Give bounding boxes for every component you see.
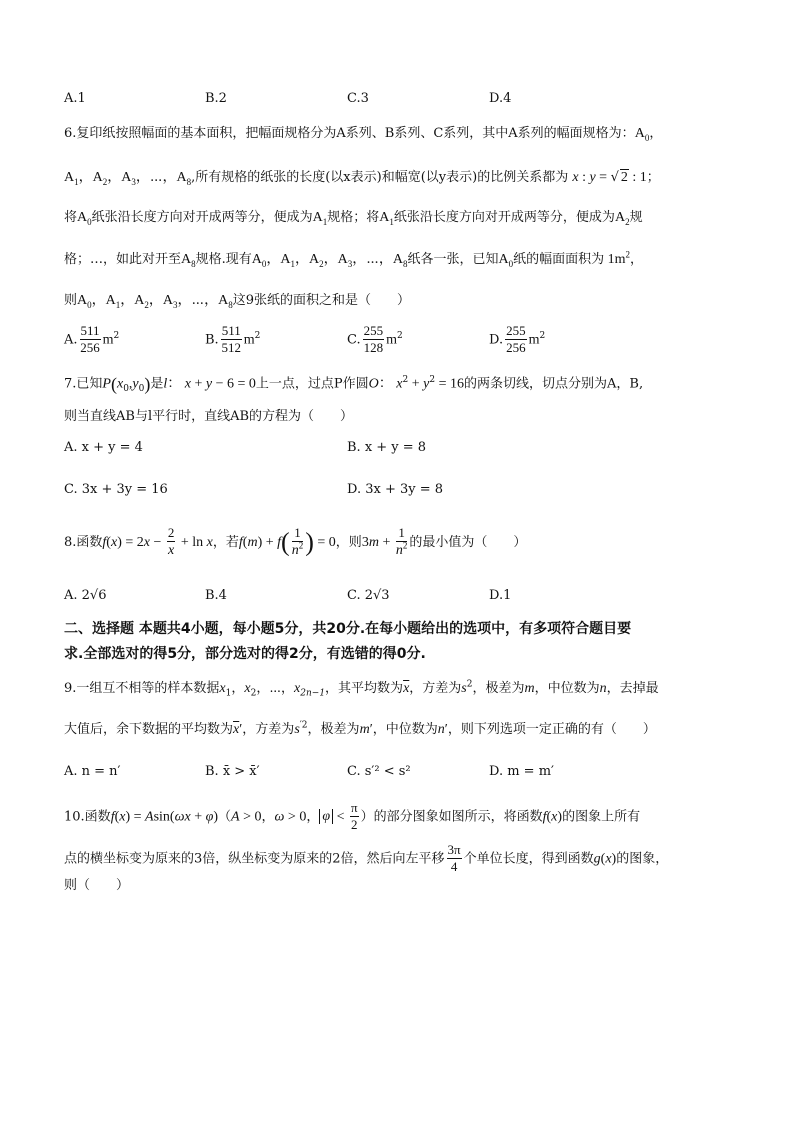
q6-line-1: 6.复印纸按照幅面的基本面积，把幅面规格分为A系列、B系列、C系列，其中A系列的幅面规格为：$A_0$， xyxy=(64,126,663,143)
q7-option-c: C. 3x + 3y = 16 xyxy=(64,482,168,497)
q9-line-1: 9.一组互不相等的样本数据$x_1$，$x_2$，⋯，$x_{2n-1}$，其平均数为$\overline{x}$，方差为$s^2$，极差为m，中位数为n，去掉最 xyxy=(64,679,659,699)
q5-option-c: C.3 xyxy=(347,91,369,106)
section-2-heading-line-1: 二、选择题 本题共4小题，每小题5分，共20分.在每小题给出的选项中，有多项符合题目要 xyxy=(64,621,632,637)
q6-line-4: 格；…，如此对开至$A_8$规格.现有$A_0$，$A_1$，$A_2$，$A_3$，⋯，$A_8$纸各一张，已知$A_0$纸的幅面面积为 $1m^2$， xyxy=(64,249,644,269)
q6-line-2: $A_1$，$A_2$，$A_3$，⋯，$A_8$,所有规格的纸张的长度(以x表示)和幅宽(以y表示)的比例关系都为 x : y = √ 2 : 1； xyxy=(64,170,660,187)
q6-option-d: D. $\frac{255}{256}$ $m^2$ xyxy=(489,323,546,356)
q6-option-a: A. $\frac{511}{256}$ $m^2$ xyxy=(64,323,120,356)
q6-line-5: 则$A_0$，$A_1$，$A_2$，$A_3$，⋯，$A_8$这9张纸的面积之和是（ ） xyxy=(64,293,411,310)
q9-option-d: D. m = m′ xyxy=(489,764,554,779)
q5-option-d: D.4 xyxy=(489,91,512,106)
q9-option-b: B. x̄ > x̄′ xyxy=(205,764,260,779)
q10-line-1: 10.函数f(x) = Asin(ωx + φ)（A > 0，ω > 0， φ < $\frac{\pi}{2}$ ）的部分图象如图所示，将函数f(x)的图象上所有 xyxy=(64,800,641,833)
q8-option-d: D.1 xyxy=(489,588,512,603)
q7-option-a: A. x + y = 4 xyxy=(64,440,143,455)
q8-option-c: C. 2√3 xyxy=(347,588,390,603)
q9-option-a: A. n = n′ xyxy=(64,764,121,779)
q7-option-d: D. 3x + 3y = 8 xyxy=(347,482,444,497)
q6-line-3: 将$A_0$纸张沿长度方向对开成两等分，便成为$A_1$规格；将$A_1$纸张沿长度方向对开成两等分，便成为$A_2$规 xyxy=(64,210,643,227)
q10-line-2: 点的横坐标变为原来的3倍，纵坐标变为原来的2倍，然后向左平移 $\frac{3\pi}{4}$ 个单位长度，得到函数g(x)的图象， xyxy=(64,842,669,875)
q6-option-b: B. $\frac{511}{512}$ $m^2$ xyxy=(205,323,261,356)
q9-option-c: C. s′² < s² xyxy=(347,764,411,779)
q5-option-a: A.1 xyxy=(64,91,86,106)
q9-line-2: 大值后，余下数据的平均数为$\overline{x}'$，方差为$s^{'2}$，极差为m′，中位数为n′，则下列选项一定正确的有（ ） xyxy=(64,720,656,737)
q5-option-b: B.2 xyxy=(205,91,227,106)
q7-line-1: 7.已知$P(x_0,y_0)$是l： x + y − 6 = 0上一点，过点P作圆O： $x^2 + y^2 = 16$的两条切线，切点分别为A，B, xyxy=(64,374,644,395)
q8-line: 8.函数f(x) = 2x − $\frac{2}{x}$ + ln x，若f(m) + f( $\frac{1}{n^2}$ ) = 0，则3m + $\frac{1}{n^2}$ 的最小值为（ ） xyxy=(64,525,527,559)
q8-option-a: A. 2√6 xyxy=(64,588,107,603)
q7-line-2: 则当直线AB与l平行时，直线AB的方程为（ ） xyxy=(64,409,354,424)
section-2-heading-line-2: 求.全部选对的得5分，部分选对的得2分，有选错的得0分. xyxy=(64,646,426,662)
q6-option-c: C. $\frac{255}{128}$ $m^2$ xyxy=(347,323,403,356)
q7-option-b: B. x + y = 8 xyxy=(347,440,427,455)
q10-line-3: 则（ ） xyxy=(64,878,130,893)
q8-option-b: B.4 xyxy=(205,588,227,603)
